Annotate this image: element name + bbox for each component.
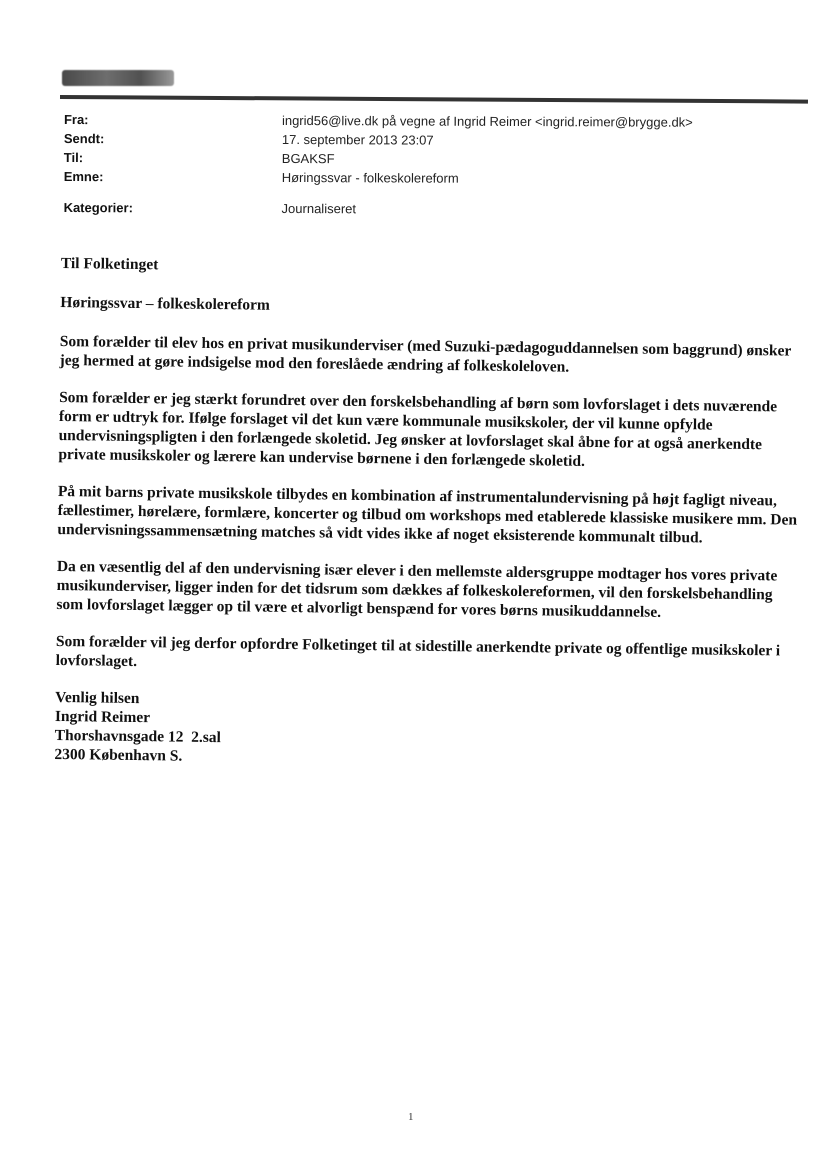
- letter-body: [54, 254, 801, 774]
- salutation: Til Folketinget: [60, 254, 159, 274]
- categories-label: Kategorier:: [63, 199, 133, 216]
- signer-name: Ingrid Reimer: [54, 707, 151, 727]
- sent-label: Sendt:: [63, 130, 105, 147]
- signature-block: [54, 688, 795, 774]
- paragraph-4: Da en væsentlig del af den undervisning især elever i den mellemste aldersgruppe modtager hos vores private musikunderviser, ligger inden for det tidsrum som dækkes af folkeskolereformen, vil den forskelsbehandling som lovforslaget lægger op til være et alvorligt benspænd for vores børns musikuddannelse.: [56, 557, 778, 621]
- letter-subject: Høringssvar – folkeskolereform: [60, 293, 270, 314]
- email-header-fields: [64, 112, 784, 222]
- redacted-sender-name: [62, 70, 174, 86]
- address-city: 2300 København S.: [54, 745, 183, 765]
- categories-value: Journaliseret: [281, 200, 357, 217]
- page-number: 1: [408, 1111, 414, 1123]
- paragraph-1: Som forælder til elev hos en privat musikunderviser (med Suzuki-pædagoguddannelsen som baggrund) ønsker jeg hermed at gøre indsigelse mod den foreslåede ændring af folkeskoleloven.: [59, 332, 792, 376]
- subject-row: [64, 169, 784, 191]
- to-label: Til:: [63, 149, 84, 166]
- subject-value: Høringssvar - folkeskolereform: [281, 169, 459, 186]
- paragraph-2: Som forælder er jeg stærkt forundret over den forskelsbehandling af børn som lovforslaget i dets nuværende form er udtryk for. Ifølge forslaget vil det kun være kommunale musikskoler, der vil kunne opfylde undervisningspligten i den forlængede skoletid. Jeg ønsker at lovforslaget skal åbne for at også anerkendte private musikskoler og lærere kan undervise børnene i den forlængede skoletid.: [58, 388, 778, 470]
- paragraph-5: Som forælder vil jeg derfor opfordre Folketinget til at sidestille anerkendte private og offentlige musikskoler i lovforslaget.: [55, 632, 781, 671]
- to-value: BGAKSF: [281, 150, 335, 167]
- address-street: Thorshavnsgade 12 2.sal: [54, 726, 222, 747]
- from-label: Fra:: [63, 112, 89, 128]
- categories-row: [64, 200, 784, 222]
- from-value: ingrid56@live.dk på vegne af Ingrid Reimer <ingrid.reimer@brygge.dk>: [281, 112, 693, 130]
- sent-value: 17. september 2013 23:07: [281, 131, 434, 148]
- subject-label: Emne:: [63, 168, 104, 185]
- closing: Venlig hilsen: [55, 688, 140, 708]
- paragraph-3: På mit barns private musikskole tilbydes en kombination af instrumentalundervisning på højt fagligt niveau, fællestimer, hørelære, formlære, koncerter og tilbud om workshops med etablerede klassiske musikere mm. Den undervisningssammensætning matches så vidt vides ikke af noget eksisterende kommunalt tilbud.: [57, 482, 798, 547]
- header-divider: [60, 95, 808, 104]
